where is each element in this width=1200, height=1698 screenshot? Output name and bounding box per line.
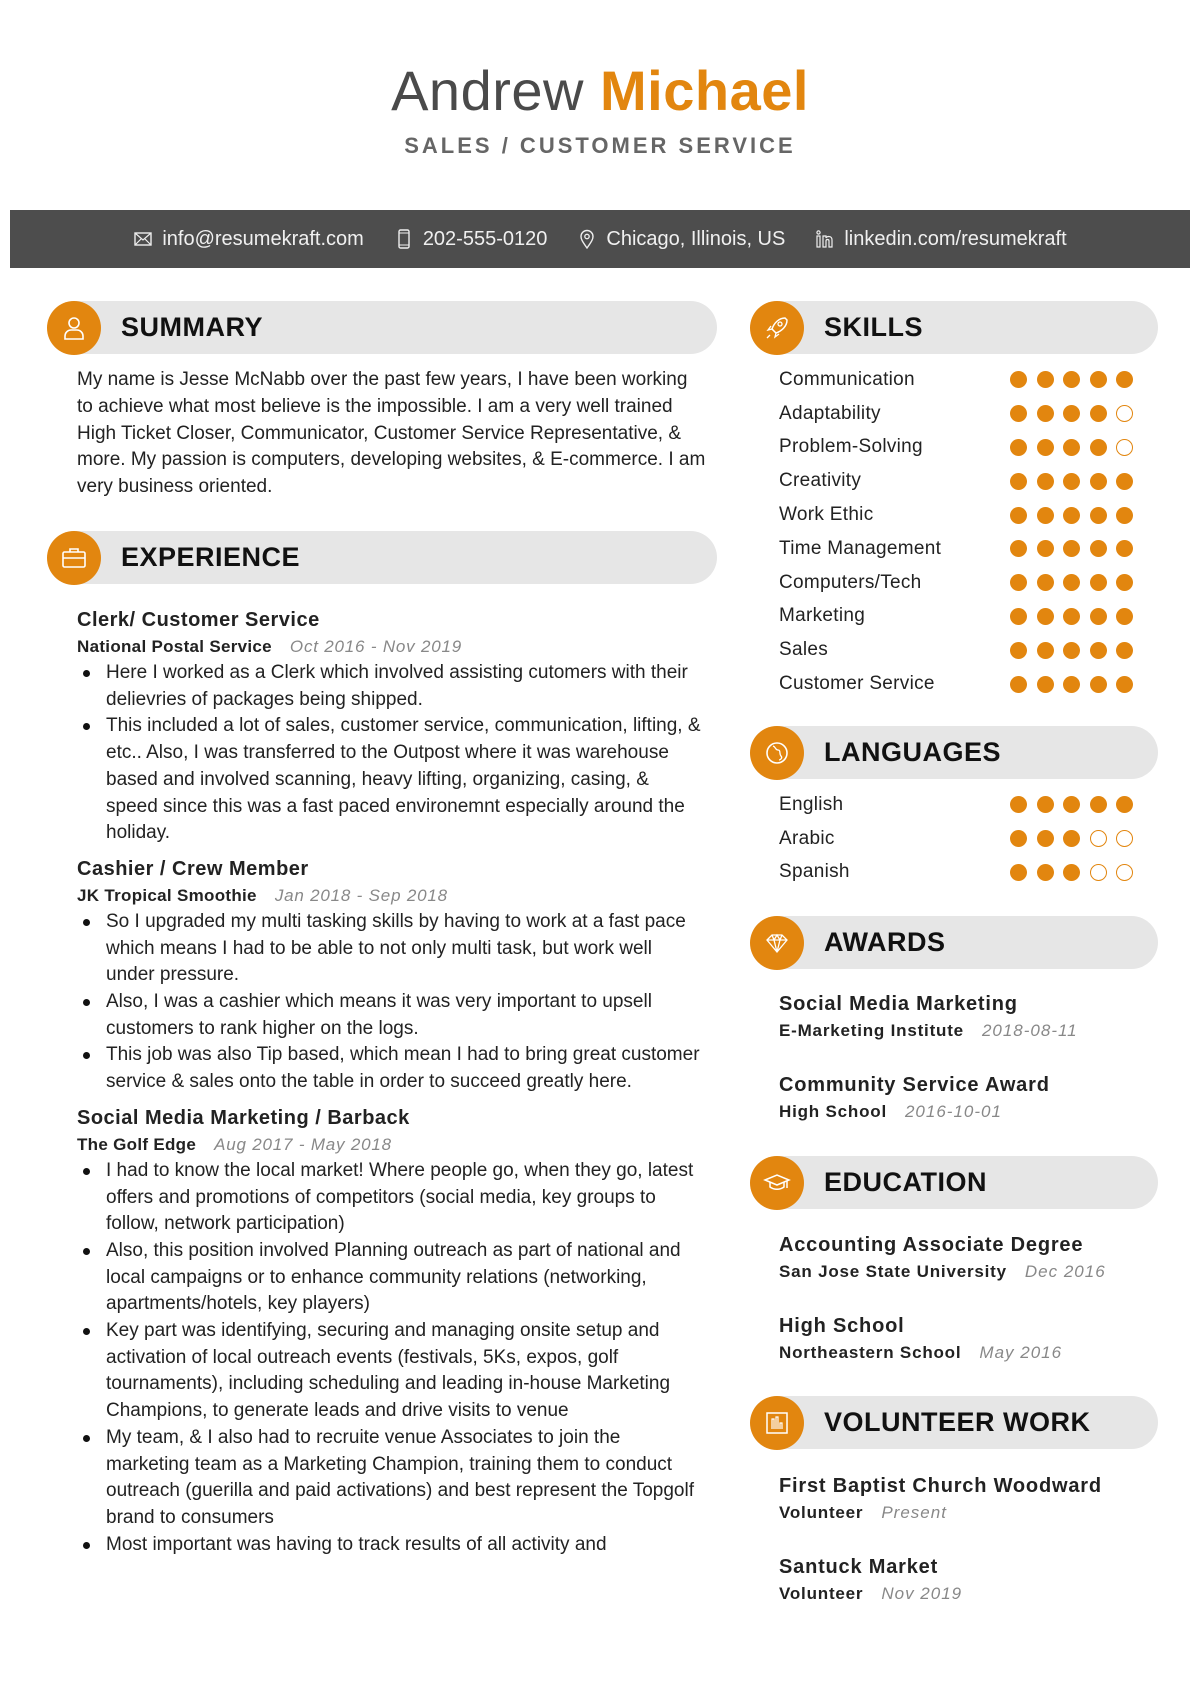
filled-dot: [1010, 864, 1027, 881]
summary-text: My name is Jesse McNabb over the past few years, I have been working to achieve what most believe is the impossible. I am a very well trained High Ticket Closer, Communicator, Customer Service Representative, & more. My passion is computers, developing websites, & E-commerce. I am very business oriented.: [77, 369, 706, 498]
awards-entry: [779, 1072, 1158, 1125]
job-entry: [77, 607, 702, 847]
entry-date: Present: [881, 1503, 947, 1522]
rating-dots: [1010, 439, 1133, 456]
job-bullets: [77, 660, 702, 847]
awards-section-header: [751, 916, 1158, 969]
languages-name: Spanish: [779, 861, 850, 883]
filled-dot: [1010, 439, 1027, 456]
graduation-cap-icon: [750, 1156, 804, 1210]
filled-dot: [1090, 796, 1107, 813]
filled-dot: [1063, 830, 1080, 847]
company-name: The Golf Edge: [77, 1134, 197, 1154]
education-section-header: [751, 1156, 1158, 1209]
skills-row: [779, 464, 1158, 498]
skills-section-header: [751, 301, 1158, 354]
skills-name: Adaptability: [779, 402, 881, 424]
job-bullets: [77, 1158, 702, 1559]
empty-dot: [1116, 439, 1133, 456]
entry-title: High School: [779, 1315, 905, 1337]
rating-dots: [1010, 642, 1133, 659]
rating-dots: [1010, 540, 1133, 557]
rating-dots: [1010, 507, 1133, 524]
filled-dot: [1010, 676, 1027, 693]
skills-name: Computers/Tech: [779, 571, 922, 593]
job-title: Clerk/ Customer Service: [77, 609, 320, 631]
job-meta: [77, 634, 702, 660]
skills-list: [779, 363, 1158, 701]
entry-org: Volunteer: [779, 1503, 864, 1522]
filled-dot: [1010, 507, 1027, 524]
filled-dot: [1037, 507, 1054, 524]
bullet-item: So I upgraded my multi tasking skills by having to work at a fast pace which means I had to be able to not only multi task, but work well under pressure.: [77, 909, 702, 989]
map-pin-icon: [577, 229, 597, 249]
entry-date: Dec 2016: [1024, 1262, 1106, 1281]
skills-name: Work Ethic: [779, 504, 874, 526]
entry-org: Volunteer: [779, 1584, 864, 1603]
skills-row: [779, 633, 1158, 667]
volunteer-list: [779, 1473, 1158, 1635]
languages-list: [779, 788, 1158, 889]
languages-heading: LANGUAGES: [824, 737, 1002, 767]
skills-name: Creativity: [779, 470, 862, 492]
job-bullets: [77, 909, 702, 1096]
filled-dot: [1037, 608, 1054, 625]
bullet-item: Key part was identifying, securing and managing onsite setup and activation of local outreach events (festivals, 5Ks, expos, golf tournaments), including scheduling and leading in-house Marketing Champions, to generate leads and drive visits to venue: [77, 1318, 702, 1425]
languages-row: [779, 822, 1158, 856]
diamond-icon: [750, 916, 804, 970]
rating-dots: [1010, 473, 1133, 490]
bullet-item: This included a lot of sales, customer service, communication, lifting, & etc.. Also, I was transferred to the Outpost where it was warehouse based and involved scanning, heavy lifting, organizing, casing, & speed since this was a fast paced environemnt especially around the holiday.: [77, 713, 702, 847]
skills-row: [779, 397, 1158, 431]
filled-dot: [1063, 796, 1080, 813]
filled-dot: [1116, 540, 1133, 557]
bullet-item: I had to know the local market! Where people go, when they go, latest offers and promotions of competitors (social media, key groups to follow, network participation): [77, 1158, 702, 1238]
filled-dot: [1090, 676, 1107, 693]
filled-dot: [1090, 540, 1107, 557]
filled-dot: [1116, 642, 1133, 659]
entry-meta: [779, 1340, 1158, 1366]
filled-dot: [1116, 676, 1133, 693]
entry-title: Accounting Associate Degree: [779, 1234, 1084, 1256]
filled-dot: [1063, 507, 1080, 524]
skills-row: [779, 532, 1158, 566]
filled-dot: [1063, 864, 1080, 881]
skills-name: Marketing: [779, 605, 866, 627]
entry-title: Santuck Market: [779, 1556, 939, 1578]
filled-dot: [1010, 574, 1027, 591]
filled-dot: [1063, 574, 1080, 591]
filled-dot: [1116, 507, 1133, 524]
rating-dots: [1010, 830, 1133, 847]
filled-dot: [1090, 371, 1107, 388]
job-meta: [77, 883, 702, 909]
empty-dot: [1116, 405, 1133, 422]
contact-phone[interactable]: 202-555-0120: [394, 228, 548, 251]
skills-name: Time Management: [779, 537, 942, 559]
languages-row: [779, 856, 1158, 890]
entry-date: Nov 2019: [881, 1584, 963, 1603]
skills-row: [779, 566, 1158, 600]
job-title: Social Media Marketing / Barback: [77, 1106, 410, 1129]
rating-dots: [1010, 676, 1133, 693]
filled-dot: [1063, 371, 1080, 388]
entry-org: High School: [779, 1102, 887, 1121]
filled-dot: [1116, 473, 1133, 490]
entry-date: 2016-10-01: [904, 1102, 1002, 1121]
contact-email[interactable]: info@resumekraft.com: [133, 228, 363, 251]
job-dates: Jan 2018 - Sep 2018: [274, 885, 448, 905]
awards-heading: AWARDS: [824, 927, 946, 957]
filled-dot: [1037, 439, 1054, 456]
empty-dot: [1116, 864, 1133, 881]
experience-heading: EXPERIENCE: [121, 542, 301, 572]
languages-name: English: [779, 793, 844, 815]
summary-section-header: [48, 301, 717, 354]
languages-row: [779, 788, 1158, 822]
filled-dot: [1010, 540, 1027, 557]
education-list: [779, 1232, 1158, 1394]
entry-meta: [779, 1581, 1158, 1607]
rating-dots: [1010, 796, 1133, 813]
filled-dot: [1037, 405, 1054, 422]
filled-dot: [1010, 796, 1027, 813]
empty-dot: [1116, 830, 1133, 847]
rating-dots: [1010, 608, 1133, 625]
empty-dot: [1090, 864, 1107, 881]
filled-dot: [1116, 371, 1133, 388]
job-dates: Oct 2016 - Nov 2019: [289, 637, 462, 656]
bullet-item: Also, this position involved Planning outreach as part of national and local campaigns or to enhance community relations (networking, apartments/hotels, key players): [77, 1238, 702, 1318]
job-entry: [77, 1105, 702, 1559]
education-entry: [779, 1313, 1158, 1366]
bullet-item: Also, I was a cashier which means it was very important to upsell customers to rank higher on the logs.: [77, 989, 702, 1042]
experience-section-header: [48, 531, 717, 584]
job-title: Cashier / Crew Member: [77, 857, 309, 880]
filled-dot: [1010, 608, 1027, 625]
job-dates: Aug 2017 - May 2018: [214, 1134, 392, 1154]
company-name: National Postal Service: [77, 637, 272, 656]
bullet-item: Here I worked as a Clerk which involved assisting cutomers with their delievries of packages being shipped.: [77, 660, 702, 713]
filled-dot: [1090, 405, 1107, 422]
filled-dot: [1090, 473, 1107, 490]
filled-dot: [1037, 371, 1054, 388]
filled-dot: [1063, 676, 1080, 693]
filled-dot: [1063, 608, 1080, 625]
filled-dot: [1037, 796, 1054, 813]
languages-name: Arabic: [779, 827, 835, 849]
skills-row: [779, 431, 1158, 465]
phone-icon: [394, 229, 414, 249]
company-name: JK Tropical Smoothie: [77, 885, 257, 905]
skills-row: [779, 667, 1158, 701]
filled-dot: [1037, 574, 1054, 591]
volunteer-heading: VOLUNTEER WORK: [824, 1407, 1091, 1437]
education-entry: [779, 1232, 1158, 1285]
job-meta: [77, 1132, 702, 1158]
entry-meta: [779, 1500, 1158, 1526]
rating-dots: [1010, 405, 1133, 422]
entry-org: E-Marketing Institute: [779, 1021, 964, 1040]
filled-dot: [1010, 405, 1027, 422]
skills-name: Communication: [779, 368, 915, 390]
filled-dot: [1010, 642, 1027, 659]
filled-dot: [1010, 473, 1027, 490]
bar-chart-icon: [750, 1396, 804, 1450]
filled-dot: [1090, 439, 1107, 456]
globe-icon: [750, 726, 804, 780]
filled-dot: [1116, 608, 1133, 625]
volunteer-entry: [779, 1473, 1158, 1526]
entry-org: San Jose State University: [779, 1262, 1007, 1281]
experience-list: [77, 607, 702, 1567]
entry-org: Northeastern School: [779, 1343, 962, 1362]
filled-dot: [1090, 507, 1107, 524]
entry-title: Community Service Award: [779, 1074, 1050, 1096]
linkedin-icon: [815, 229, 835, 249]
skills-name: Sales: [779, 639, 829, 661]
job-entry: [77, 856, 702, 1096]
rating-dots: [1010, 574, 1133, 591]
filled-dot: [1010, 830, 1027, 847]
filled-dot: [1090, 642, 1107, 659]
filled-dot: [1090, 574, 1107, 591]
contact-bar: [10, 210, 1190, 268]
skills-row: [779, 600, 1158, 634]
skills-heading: SKILLS: [824, 312, 924, 342]
filled-dot: [1063, 439, 1080, 456]
job-title-heading: SALES / CUSTOMER SERVICE: [404, 133, 796, 158]
filled-dot: [1063, 642, 1080, 659]
filled-dot: [1037, 830, 1054, 847]
candidate-name: [0, 58, 1200, 123]
contact-location: Chicago, Illinois, US: [577, 228, 785, 251]
bullet-item: My team, & I also had to recruite venue Associates to join the marketing team as a Marketing Champion, training them to conduct outreach (guerilla and paid activations) and best represent the Topgolf brand to consumers: [77, 1425, 702, 1532]
filled-dot: [1063, 405, 1080, 422]
skills-row: [779, 363, 1158, 397]
filled-dot: [1090, 608, 1107, 625]
education-heading: EDUCATION: [824, 1167, 987, 1197]
bullet-item: This job was also Tip based, which mean I had to bring great customer service & sales onto the table in order to succeed greatly here.: [77, 1042, 702, 1095]
entry-date: 2018-08-11: [981, 1021, 1078, 1040]
filled-dot: [1037, 473, 1054, 490]
volunteer-entry: [779, 1554, 1158, 1607]
entry-date: May 2016: [979, 1343, 1063, 1362]
entry-meta: [779, 1259, 1158, 1285]
user-icon: [47, 301, 101, 355]
filled-dot: [1063, 473, 1080, 490]
awards-entry: [779, 991, 1158, 1044]
rocket-icon: [750, 301, 804, 355]
filled-dot: [1037, 540, 1054, 557]
skills-row: [779, 498, 1158, 532]
bullet-item: Most important was having to track results of all activity and: [77, 1532, 702, 1559]
skills-name: Problem-Solving: [779, 436, 923, 458]
filled-dot: [1116, 796, 1133, 813]
entry-title: First Baptist Church Woodward: [779, 1475, 1102, 1497]
rating-dots: [1010, 371, 1133, 388]
summary-heading: SUMMARY: [121, 312, 263, 342]
volunteer-section-header: [751, 1396, 1158, 1449]
last-name: Michael: [600, 59, 809, 122]
filled-dot: [1037, 864, 1054, 881]
languages-section-header: [751, 726, 1158, 779]
empty-dot: [1090, 830, 1107, 847]
first-name: Andrew: [391, 59, 584, 122]
filled-dot: [1010, 371, 1027, 388]
envelope-icon: [133, 229, 153, 249]
filled-dot: [1063, 540, 1080, 557]
skills-name: Customer Service: [779, 673, 935, 695]
filled-dot: [1116, 574, 1133, 591]
briefcase-icon: [47, 531, 101, 585]
awards-list: [779, 991, 1158, 1153]
entry-meta: [779, 1099, 1158, 1125]
filled-dot: [1037, 676, 1054, 693]
filled-dot: [1037, 642, 1054, 659]
rating-dots: [1010, 864, 1133, 881]
contact-linkedin[interactable]: linkedin.com/resumekraft: [815, 228, 1066, 251]
entry-meta: [779, 1018, 1158, 1044]
entry-title: Social Media Marketing: [779, 993, 1018, 1015]
